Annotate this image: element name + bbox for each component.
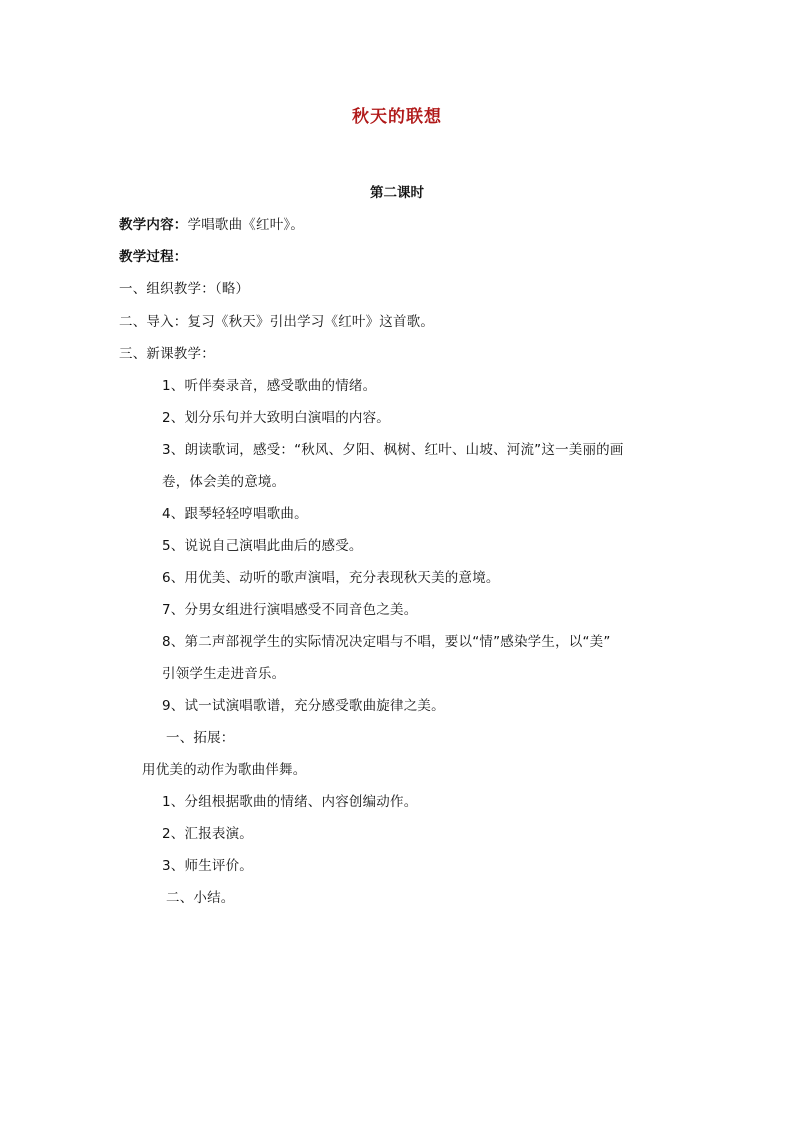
step-item: 1、听伴奏录音，感受歌曲的情绪。	[162, 378, 377, 394]
extension-step: 3、师生评价。	[162, 858, 253, 874]
summary-heading: 二、小结。	[166, 890, 235, 906]
teaching-content-label: 教学内容：	[119, 217, 188, 233]
teaching-content	[119, 216, 304, 234]
step-item: 8、第二声部视学生的实际情况决定唱与不唱，要以“情”感染学生，以“美”	[162, 634, 611, 650]
step-item: 9、试一试演唱歌谱，充分感受歌曲旋律之美。	[162, 698, 445, 714]
step-item: 5、说说自己演唱此曲后的感受。	[162, 538, 363, 554]
step-item: 7、分男女组进行演唱感受不同音色之美。	[162, 602, 418, 618]
step-item-continued: 引领学生走进音乐。	[162, 666, 286, 682]
teaching-content-text: 学唱歌曲《红叶》。	[187, 217, 305, 233]
extension-heading: 一、拓展：	[166, 730, 235, 746]
lesson-heading: 第二课时	[370, 185, 424, 201]
step-item: 3、朗读歌词，感受：“秋风、夕阳、枫树、红叶、山坡、河流”这一美丽的画	[162, 442, 624, 458]
step-item: 2、划分乐句并大致明白演唱的内容。	[162, 410, 390, 426]
document-title: 秋天的联想	[352, 107, 442, 127]
step-item: 6、用优美、动听的歌声演唱，充分表现秋天美的意境。	[162, 570, 500, 586]
extension-step: 2、汇报表演。	[162, 826, 253, 842]
extension-step: 1、分组根据歌曲的情绪、内容创编动作。	[162, 794, 418, 810]
section-new-lesson: 三、新课教学：	[119, 346, 215, 362]
section-organize: 一、组织教学：（略）	[119, 281, 250, 297]
step-item: 4、跟琴轻轻哼唱歌曲。	[162, 506, 308, 522]
section-introduction: 二、导入：复习《秋天》引出学习《红叶》这首歌。	[119, 314, 435, 330]
extension-text: 用优美的动作为歌曲伴舞。	[142, 762, 307, 778]
step-item-continued: 卷，体会美的意境。	[162, 474, 286, 490]
teaching-process-label: 教学过程：	[119, 249, 188, 265]
